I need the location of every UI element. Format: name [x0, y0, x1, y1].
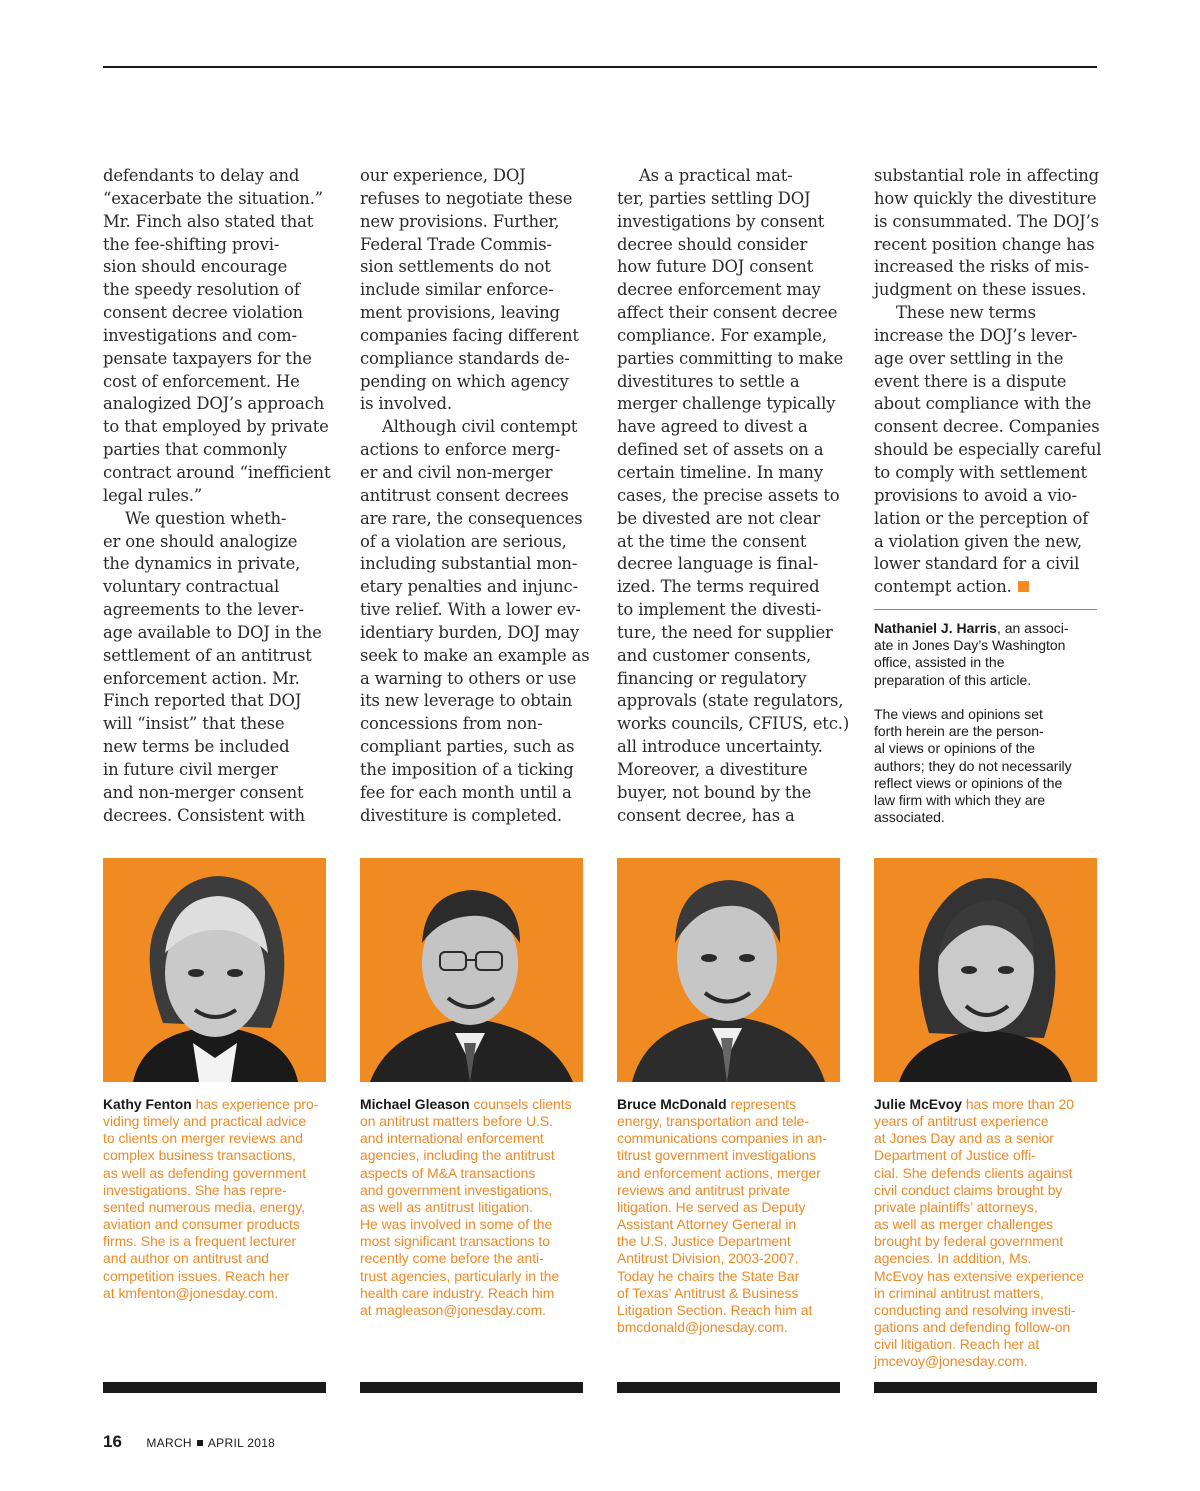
end-of-article-mark: [1018, 581, 1029, 592]
author-name: Michael Gleason: [360, 1096, 470, 1112]
text-line: contract around “inefficient: [103, 462, 331, 482]
article-column-2: [360, 165, 592, 827]
text-line: event there is a dispute: [874, 371, 1067, 391]
text-line: concessions from non-: [360, 714, 543, 734]
bio-line: Assistant Attorney General in: [617, 1216, 797, 1233]
text-line: substantial role in affecting: [874, 166, 1100, 185]
article-column-1: [103, 165, 335, 827]
text-line: voluntary contractual: [103, 577, 280, 597]
bio-line: [360, 1096, 600, 1113]
bio-line: most significant transactions to: [360, 1233, 550, 1250]
bio-text: has more than 20: [962, 1096, 1074, 1112]
text-line: investigations and com-: [103, 325, 297, 345]
text-line: settlement of an antitrust: [103, 645, 312, 665]
email-link[interactable]: bmcdonald@jonesday.com.: [617, 1319, 788, 1336]
note-separator: [874, 609, 1097, 610]
text-line: age over settling in the: [874, 348, 1064, 368]
text-line: provisions to avoid a vio-: [874, 485, 1077, 505]
bio-line: He was involved in some of the: [360, 1216, 553, 1233]
text-line: divestitures to settle a: [617, 371, 800, 391]
bio-line: viding timely and practical advice: [103, 1113, 307, 1130]
page-folio: [103, 1432, 275, 1452]
bio-line: years of antitrust experience: [874, 1113, 1049, 1130]
text-line: parties committing to make: [617, 348, 844, 368]
text-line: ter, parties settling DOJ: [617, 188, 811, 208]
bio-line: energy, transportation and tele-: [617, 1113, 810, 1130]
bio-line: as well as antitrust litigation.: [360, 1198, 533, 1215]
text-line: have agreed to divest a: [617, 417, 808, 437]
author-name: Bruce McDonald: [617, 1096, 727, 1112]
text-line: the fee-shifting provi-: [103, 234, 280, 254]
bio-line: civil conduct claims brought by: [874, 1181, 1063, 1198]
text-line: about compliance with the: [874, 394, 1092, 414]
disclaimer-line: law firm with which they are: [874, 792, 1046, 809]
credit-line: office, assisted in the: [874, 654, 1005, 671]
text-line: decrees. Consistent with: [103, 805, 305, 825]
text-line: enforcement action. Mr.: [103, 668, 300, 688]
bio-line: Litigation Section. Reach him at: [617, 1301, 813, 1318]
text-line: the speedy resolution of: [103, 280, 300, 300]
bio-line: agencies, including the antitrust: [360, 1147, 555, 1164]
bio-line: Department of Justice offi-: [874, 1147, 1036, 1164]
text-line: recent position change has: [874, 234, 1095, 254]
text-line: These new terms: [896, 303, 1036, 323]
text-line-end: contempt action.: [874, 577, 1012, 597]
issue-month-2: APRIL 2018: [207, 1436, 276, 1450]
text-line: decree enforcement may: [617, 280, 821, 300]
text-line: cost of enforcement. He: [103, 371, 300, 391]
text-line: be divested are not clear: [617, 508, 821, 528]
text-line: compliance standards de-: [360, 348, 570, 368]
text-line: lower standard for a civil: [874, 554, 1080, 574]
text-line: We question wheth-: [125, 508, 287, 528]
bio-line: civil litigation. Reach her at: [874, 1336, 1040, 1353]
text-line: actions to enforce merg-: [360, 440, 561, 460]
bio-line: titrust government investigations: [617, 1147, 817, 1164]
article-column-4: [874, 165, 1102, 599]
text-line: seek to make an example as: [360, 645, 590, 665]
disclaimer-line: The views and opinions set: [874, 706, 1043, 722]
text-line: ized. The terms required: [617, 577, 820, 597]
bio-line: trust agencies, particularly in the: [360, 1267, 560, 1284]
author-photo-bruce-mcdonald: [617, 858, 840, 1082]
bio-line: firms. She is a frequent lecturer: [103, 1233, 297, 1250]
text-line: certain timeline. In many: [617, 462, 823, 482]
portrait-illustration: [360, 858, 583, 1082]
text-line: divestiture is completed.: [360, 805, 562, 825]
text-line: works councils, CFIUS, etc.): [617, 714, 850, 734]
bio-line: litigation. He served as Deputy: [617, 1198, 806, 1215]
bio-text: counsels clients: [469, 1096, 572, 1112]
text-line: defendants to delay and: [103, 166, 300, 185]
text-line: er and civil non-merger: [360, 462, 553, 482]
text-line: age available to DOJ in the: [103, 622, 322, 642]
text-line: to comply with settlement: [874, 462, 1087, 482]
text-line: judgment on these issues.: [874, 280, 1087, 300]
credit-line: preparation of this article.: [874, 671, 1032, 688]
text-line: pensate taxpayers for the: [103, 348, 312, 368]
bio-line: as well as merger challenges: [874, 1216, 1054, 1233]
credit-text: , an associ-: [996, 620, 1069, 636]
text-line: decree should consider: [617, 234, 808, 254]
credit-line: ate in Jones Day’s Washington: [874, 637, 1066, 654]
text-line: and customer consents,: [617, 645, 812, 665]
text-line: analogized DOJ’s approach: [103, 394, 325, 414]
text-line: companies facing different: [360, 325, 579, 345]
text-line: increase the DOJ’s lever-: [874, 325, 1078, 345]
bio-line: of Texas’ Antitrust & Business: [617, 1284, 799, 1301]
issue-date: [146, 1436, 275, 1450]
text-line: approvals (state regulators,: [617, 691, 844, 711]
text-line: etary penalties and injunc-: [360, 577, 578, 597]
text-line: of a violation are serious,: [360, 531, 567, 551]
bio-line: [103, 1096, 343, 1113]
bio-line: private plaintiffs’ attorneys,: [874, 1198, 1038, 1215]
bio-line: sented numerous media, energy,: [103, 1198, 306, 1215]
text-line: cases, the precise assets to: [617, 485, 840, 505]
text-line: er one should analogize: [103, 531, 298, 551]
text-line: the imposition of a ticking: [360, 759, 574, 779]
issue-month-1: MARCH: [146, 1436, 192, 1450]
text-line: Mr. Finch also stated that: [103, 211, 314, 231]
article-column-3: [617, 165, 849, 827]
text-line: and non-merger consent: [103, 782, 304, 802]
author-photo-michael-gleason: [360, 858, 583, 1082]
author-bio-michael-gleason: [360, 1096, 600, 1319]
text-line: parties that commonly: [103, 440, 287, 460]
text-line: Although civil contempt: [382, 417, 578, 437]
bio-line: investigations. She has repre-: [103, 1181, 287, 1198]
bio-line: reviews and antitrust private: [617, 1181, 790, 1198]
text-line: new terms be included: [103, 737, 290, 757]
bio-line: brought by federal government: [874, 1233, 1064, 1250]
text-line: “exacerbate the situation.”: [103, 188, 323, 208]
bio-text: has experience pro-: [191, 1096, 319, 1112]
text-line: investigations by consent: [617, 211, 825, 231]
bio-line: on antitrust matters before U.S.: [360, 1113, 554, 1130]
text-line: include similar enforce-: [360, 280, 554, 300]
bio-line: cial. She defends clients against: [874, 1164, 1073, 1181]
disclaimer-line: forth herein are the person-: [874, 723, 1044, 740]
bio-line: Today he chairs the State Bar: [617, 1267, 800, 1284]
portrait-illustration: [103, 858, 326, 1082]
author-bio-kathy-fenton: [103, 1096, 343, 1302]
text-line: financing or regulatory: [617, 668, 807, 688]
disclaimer-line: al views or opinions of the: [874, 740, 1036, 757]
bio-footer-bar: [360, 1382, 583, 1393]
bio-footer-bar: [874, 1382, 1097, 1393]
email-link[interactable]: at magleason@jonesday.com.: [360, 1301, 547, 1318]
text-line: the dynamics in private,: [103, 554, 301, 574]
text-line: legal rules.”: [103, 485, 203, 505]
text-line: to implement the divesti-: [617, 600, 822, 620]
text-line: new provisions. Further,: [360, 211, 560, 231]
disclaimer-line: authors; they do not necessarily: [874, 757, 1072, 774]
disclaimer-line: reflect views or opinions of the: [874, 774, 1063, 791]
bio-line: competition issues. Reach her: [103, 1267, 290, 1284]
text-line: consent decree. Companies: [874, 417, 1100, 437]
bio-text: represents: [726, 1096, 797, 1112]
author-bio-julie-mcevoy: [874, 1096, 1114, 1371]
text-line: in future civil merger: [103, 759, 278, 779]
portrait-illustration: [617, 858, 840, 1082]
bio-line: and international enforcement: [360, 1130, 544, 1147]
text-line: ture, the need for supplier: [617, 622, 833, 642]
bio-line: at Jones Day and as a senior: [874, 1130, 1054, 1147]
text-line: how future DOJ consent: [617, 257, 814, 277]
bio-line: and enforcement actions, merger: [617, 1164, 821, 1181]
text-line: lation or the perception of: [874, 508, 1089, 528]
text-line: agreements to the lever-: [103, 600, 304, 620]
bio-line: McEvoy has extensive experience: [874, 1267, 1085, 1284]
text-line: defined set of assets on a: [617, 440, 824, 460]
text-line: sion should encourage: [103, 257, 288, 277]
text-line: identiary burden, DOJ may: [360, 622, 580, 642]
disclaimer-line: associated.: [874, 809, 945, 826]
text-line: merger challenge typically: [617, 394, 836, 414]
text-line: pending on which agency: [360, 371, 569, 391]
bio-line: and author on antitrust and: [103, 1250, 270, 1267]
assistant-name: Nathaniel J. Harris: [874, 620, 997, 636]
text-line: a violation given the new,: [874, 531, 1082, 551]
bio-line: in criminal antitrust matters,: [874, 1284, 1044, 1301]
text-line: affect their consent decree: [617, 303, 838, 323]
page-number: 16: [103, 1432, 122, 1451]
bio-line: aviation and consumer products: [103, 1216, 300, 1233]
text-line: including substantial mon-: [360, 554, 578, 574]
portrait-illustration: [874, 858, 1097, 1082]
bio-line: [617, 1096, 857, 1113]
text-line: is involved.: [360, 394, 452, 414]
bio-line: as well as defending government: [103, 1164, 307, 1181]
bio-line: communications companies in an-: [617, 1130, 828, 1147]
text-line: ment provisions, leaving: [360, 303, 560, 323]
author-name: Julie McEvoy: [874, 1096, 963, 1112]
text-line: a warning to others or use: [360, 668, 577, 688]
text-line: increased the risks of mis-: [874, 257, 1090, 277]
text-line: our experience, DOJ: [360, 166, 526, 185]
bio-line: gations and defending follow-on: [874, 1319, 1071, 1336]
text-line: how quickly the divestiture: [874, 188, 1097, 208]
text-line: buyer, not bound by the: [617, 782, 812, 802]
text-line: Finch reported that DOJ: [103, 691, 302, 711]
text-line: compliant parties, such as: [360, 737, 575, 757]
text-line: sion settlements do not: [360, 257, 551, 277]
text-line: its new leverage to obtain: [360, 691, 573, 711]
author-photo-kathy-fenton: [103, 858, 326, 1082]
email-link[interactable]: jmcevoy@jonesday.com.: [874, 1353, 1028, 1370]
bio-line: conducting and resolving investi-: [874, 1301, 1076, 1318]
text-line: should be especially careful: [874, 440, 1102, 460]
text-line: Federal Trade Commis-: [360, 234, 552, 254]
top-rule: [103, 66, 1097, 68]
bio-line: recently come before the anti-: [360, 1250, 544, 1267]
bio-line: and government investigations,: [360, 1181, 553, 1198]
text-line: compliance. For example,: [617, 325, 827, 345]
text-line: decree language is final-: [617, 554, 819, 574]
text-line: to that employed by private: [103, 417, 329, 437]
disclaimer: [874, 706, 1099, 826]
bio-line: the U.S. Justice Department: [617, 1233, 791, 1250]
text-line: [874, 576, 1098, 599]
text-line: at the time the consent: [617, 531, 807, 551]
text-line: Moreover, a divestiture: [617, 759, 808, 779]
credit-line: [874, 620, 1099, 637]
bio-line: health care industry. Reach him: [360, 1284, 555, 1301]
text-line: will “insist” that these: [103, 714, 285, 734]
text-line: consent decree, has a: [617, 805, 795, 825]
author-name: Kathy Fenton: [103, 1096, 192, 1112]
bio-line: agencies. In addition, Ms.: [874, 1250, 1032, 1267]
text-line: is consummated. The DOJ’s: [874, 211, 1099, 231]
text-line: antitrust consent decrees: [360, 485, 569, 505]
bio-footer-bar: [617, 1382, 840, 1393]
bio-line: Antitrust Division, 2003-2007.: [617, 1250, 799, 1267]
text-line: all introduce uncertainty.: [617, 737, 823, 757]
bio-line: [874, 1096, 1114, 1113]
bio-line: to clients on merger reviews and: [103, 1130, 303, 1147]
text-line: are rare, the consequences: [360, 508, 583, 528]
author-bio-bruce-mcdonald: [617, 1096, 857, 1336]
bio-line: complex business transactions,: [103, 1147, 297, 1164]
bio-line: aspects of M&A transactions: [360, 1164, 536, 1181]
text-line: refuses to negotiate these: [360, 188, 573, 208]
text-line: fee for each month until a: [360, 782, 572, 802]
email-link[interactable]: at kmfenton@jonesday.com.: [103, 1284, 279, 1301]
bio-footer-bar: [103, 1382, 326, 1393]
text-line: tive relief. With a lower ev-: [360, 600, 581, 620]
square-bullet-icon: [197, 1440, 203, 1446]
author-photo-julie-mcevoy: [874, 858, 1097, 1082]
assistant-credit: [874, 620, 1099, 689]
text-line: consent decree violation: [103, 303, 303, 323]
text-line: As a practical mat-: [639, 166, 793, 185]
